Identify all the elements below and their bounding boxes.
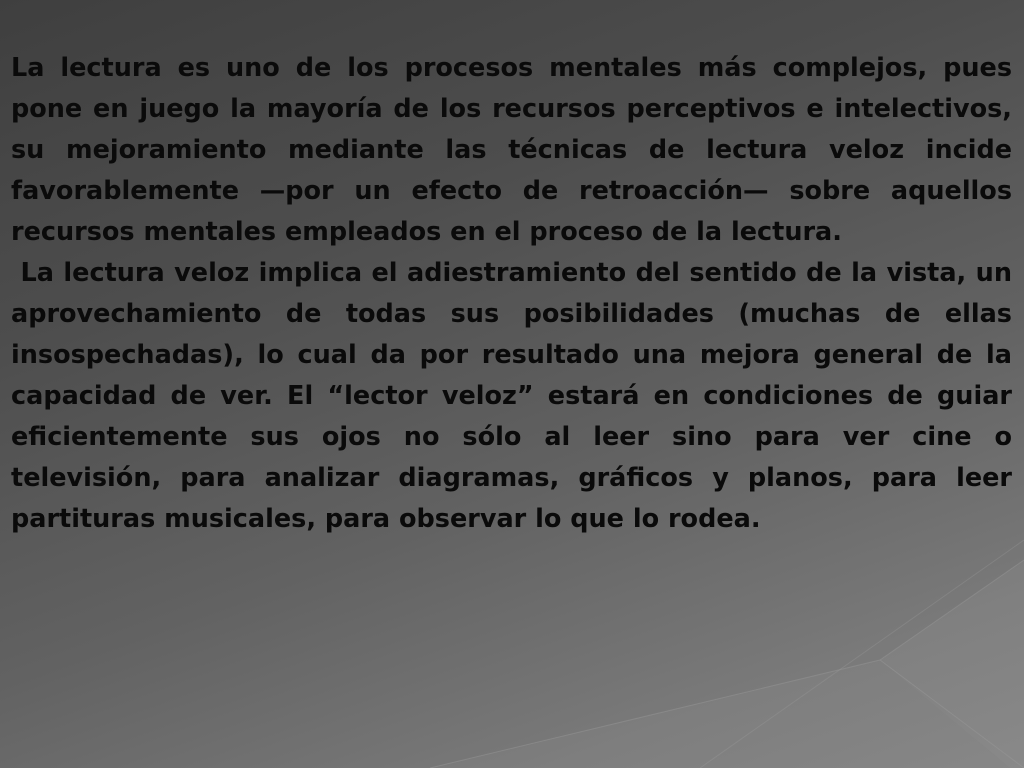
paragraph-2: La lectura veloz implica el adiestramiento del sentido de la vista, un aprovechamiento de todas sus posibilidades (muchas de ellas insospechadas), lo cual da por resultado una mejora general de la capacidad de ver. El “lector veloz” estará en condiciones de guiar eficientemente sus ojos no sólo al leer sino para ver cine o televisión, para analizar diagramas, gráficos y planos, para leer partituras musicales, para observar lo que lo rodea. xyxy=(11,258,1021,534)
slide-body-text xyxy=(11,48,1021,540)
paragraph-1: La lectura es uno de los procesos mentales más complejos, pues pone en juego la mayoría de los recursos perceptivos e intelectivos, su mejoramiento mediante las técnicas de lectura veloz incide favorablemente —por un efecto de retroacción— sobre aquellos recursos mentales empleados en el proceso de la lectura. xyxy=(11,53,1021,247)
